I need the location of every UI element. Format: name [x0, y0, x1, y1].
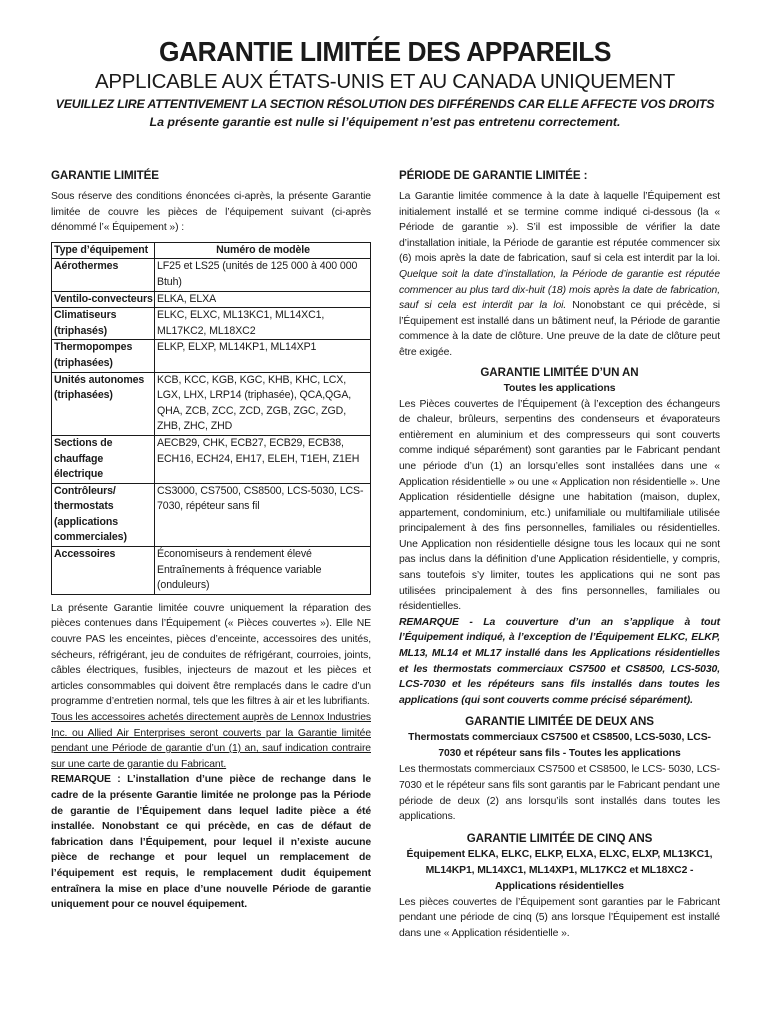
table-cell-type: Contrôleurs/ thermostats (applications commerciales): [52, 483, 155, 546]
table-cell-type: Climatiseurs (triphasés): [52, 308, 155, 340]
table-cell-models: KCB, KCC, KGB, KGC, KHB, KHC, LCX, LGX, LHX, LRP14 (triphasée), QCA,QGA, QHA, ZCB, ZCC, ZCD, ZGB, ZGC, ZGD, ZHB, ZHC, ZHD: [155, 372, 371, 435]
table-row: [52, 483, 371, 546]
two-year-subheading: Thermostats commerciaux CS7500 et CS8500, LCS-5030, LCS-7030 et répéteur sans fils - Toutes les applications: [408, 732, 711, 760]
five-year-paragraph: Les pièces couvertes de l’Équipement sont garanties par le Fabricant pendant une période de cinq (5) ans lorsque l’Équipement est installé dans une « Application résidentielle ».: [399, 896, 720, 939]
table-cell-models: Économiseurs à rendement élevé Entraînements à fréquence variable (onduleurs): [155, 547, 371, 595]
warranty-period-heading: PÉRIODE DE GARANTIE LIMITÉE :: [399, 169, 588, 182]
page-subtitle: APPLICABLE AUX ÉTATS-UNIS ET AU CANADA UNIQUEMENT: [95, 70, 675, 93]
five-year-heading: GARANTIE LIMITÉE DE CINQ ANS: [466, 831, 653, 845]
table-row: [52, 308, 371, 340]
five-year-subheading: Équipement ELKA, ELKC, ELKP, ELXA, ELXC, ELXP, ML13KC1, ML14KP1, ML14XC1, ML14XP1, ML17KC2 et ML18XC2 - Applications résidentielles: [406, 848, 713, 892]
replacement-remark: REMARQUE : L’installation d’une pièce de rechange dans le cadre de la présente Garantie limitée ne prolonge pas la Période de garantie de l’Équipement dans lequel ladite pièce a été installée. Nonobstant ce qui précède, en cas de défaut de fabrication dans l’Équipement, pour lequel il n’existe aucune pièce de rechange et pour lequel un remplacement de l’équipement est requis, le remplacement dudit équipement entraînera la mise en place d’une nouvelle Période de garantie uniquement pour ce nouvel équipement.: [51, 774, 371, 911]
table-cell-type: Unités autonomes (triphasées): [52, 372, 155, 435]
left-column: [51, 168, 371, 913]
one-year-remark: REMARQUE - La couverture d’un an s’applique à tout l’Équipement indiqué, à l’exception de l’Équipement ELKC, ELKP, ML13, ML14 et ML17 installé dans les Applications résidentielles et les thermostats commerciaux CS7500 et CS8500, LCS-5030, LCS-7030 et les répéteurs sans fils installés dans toutes les applications (qui sont couverts comme précisé séparément).: [399, 616, 720, 706]
table-cell-models: ELKP, ELXP, ML14KP1, ML14XP1: [155, 340, 371, 372]
table-row: [52, 547, 371, 595]
table-cell-type: Thermopompes (triphasées): [52, 340, 155, 372]
table-header-model: Numéro de modèle: [155, 242, 371, 259]
two-year-heading: GARANTIE LIMITÉE DE DEUX ANS: [465, 715, 654, 729]
period-text-2: Nonobstant ce qui précède, si l’Équipement est installé dans un bâtiment neuf, la Période de garantie commence à la date de clôture. Une preuve de la date de clôture peut être exigée.: [399, 300, 720, 358]
table-cell-type: Aérothermes: [52, 259, 155, 291]
table-cell-type: Ventilo-convecteurs: [52, 291, 155, 308]
page-title: GARANTIE LIMITÉE DES APPAREILS: [158, 36, 612, 67]
table-header-type: Type d’équipement: [52, 242, 155, 259]
covered-parts-paragraph: La présente Garantie limitée couvre uniquement la réparation des pièces contenues dans l’Équipement (« Pièces couvertes »). Elle NE couvre PAS les enceintes, pièces d’enceinte, accessoires des unités, sécheurs, réfrigérant, jeu de conduites de réfrigérant, courroies, joints, câbles électriques, fusibles, injecteurs de mazout et les pièces et articles consommables qui doivent être remplacés dans le cadre d’un programme d’entretien normal, tels que les filtres à air et les lubrifiants.: [51, 602, 371, 708]
two-year-paragraph: Les thermostats commerciaux CS7500 et CS8500, le LCS- 5030, LCS-7030 et le répéteur sans fils sont garantis par le Fabricant pendant une période de deux (2) ans lorsqu’ils sont installés dans toutes les applications.: [399, 764, 720, 823]
table-header-row: [52, 242, 371, 259]
table-row: [52, 340, 371, 372]
warranty-period-paragraph: [399, 189, 720, 361]
null-notice: La présente garantie est nulle si l’équipement n’est pas entretenu correctement.: [149, 115, 621, 129]
right-column: [399, 168, 720, 942]
table-cell-type: Sections de chauffage électrique: [52, 435, 155, 483]
period-text-1: La Garantie limitée commence à la date à laquelle l’Équipement est initialement installé et se termine comme indiqué ci-dessous (la « Période de garantie »). S’il est impossible de vérifier la date d’installation initiale, la Période de garantie est réputée commencer six (6) mois après la date de fabrication, sauf si cela est interdit par la loi.: [399, 191, 720, 265]
one-year-heading: GARANTIE LIMITÉE D’UN AN: [480, 365, 639, 379]
one-year-subheading: Toutes les applications: [503, 382, 616, 394]
dispute-warning: VEUILLEZ LIRE ATTENTIVEMENT LA SECTION RÉSOLUTION DES DIFFÉRENDS CAR ELLE AFFECTE VOS DROITS: [55, 97, 715, 111]
table-cell-models: ELKA, ELXA: [155, 291, 371, 308]
table-cell-models: AECB29, CHK, ECB27, ECB29, ECB38, ECH16, ECH24, EH17, ELEH, T1EH, Z1EH: [155, 435, 371, 483]
table-row: [52, 372, 371, 435]
equipment-table: [51, 242, 371, 595]
period-text-italic: Quelque soit la date d’installation, la Période de garantie est réputée commencer au plus tard dix-huit (18) mois après la date de fabrication, sauf si cela est interdit par la loi.: [399, 268, 720, 312]
table-cell-models: ELKC, ELXC, ML13KC1, ML14XC1, ML17KC2, ML18XC2: [155, 308, 371, 340]
table-row: [52, 291, 371, 308]
table-row: [52, 259, 371, 291]
table-cell-models: CS3000, CS7500, CS8500, LCS-5030, LCS-7030, répéteur sans fil: [155, 483, 371, 546]
table-row: [52, 435, 371, 483]
table-cell-models: LF25 et LS25 (unités de 125 000 à 400 000 Btuh): [155, 259, 371, 291]
accessories-paragraph: Tous les accessoires achetés directement auprès de Lennox Industries Inc. ou Allied Air Enterprises seront couverts par la Garantie limitée pendant une Période de garantie d’un (1) an, sauf indication contraire sur une carte de garantie du Fabricant.: [51, 712, 371, 770]
one-year-paragraph: Les Pièces couvertes de l’Équipement (à l’exception des échangeurs de chaleur, brûleurs, serpentins des condenseurs et évaporateurs entièrement en aluminium et des compresseurs qui sont couverts comme indiqué séparément) sont garanties par le Fabricant pendant une période d’un (1) an lorsqu’elles sont installées dans une « Application résidentielle » ou une « Application non résidentielle ». Une Application résidentielle désigne une habitation (maison, duplex, appartement, condominium, etc.) unifamiliale ou multifamiliale utilisée principalement à des fins personnelles, familiales ou résidentielles. Une Application non résidentielle désigne tous les locaux qui ne sont pas inclus dans la définition d’une Application résidentielle, y compris, sans toutefois s’y limiter, toutes les applications qui ne sont pas utilisées principalement à des fins personnelles, familiales ou résidentielles.: [399, 398, 720, 613]
intro-paragraph: Sous réserve des conditions énoncées ci-après, la présente Garantie limitée de couvre les pièces de l’équipement suivant (ci-après dénommé l’« Équipement ») :: [51, 191, 371, 234]
limited-warranty-heading: GARANTIE LIMITÉE: [51, 169, 159, 182]
table-cell-type: Accessoires: [52, 547, 155, 595]
page-header: [0, 0, 770, 131]
